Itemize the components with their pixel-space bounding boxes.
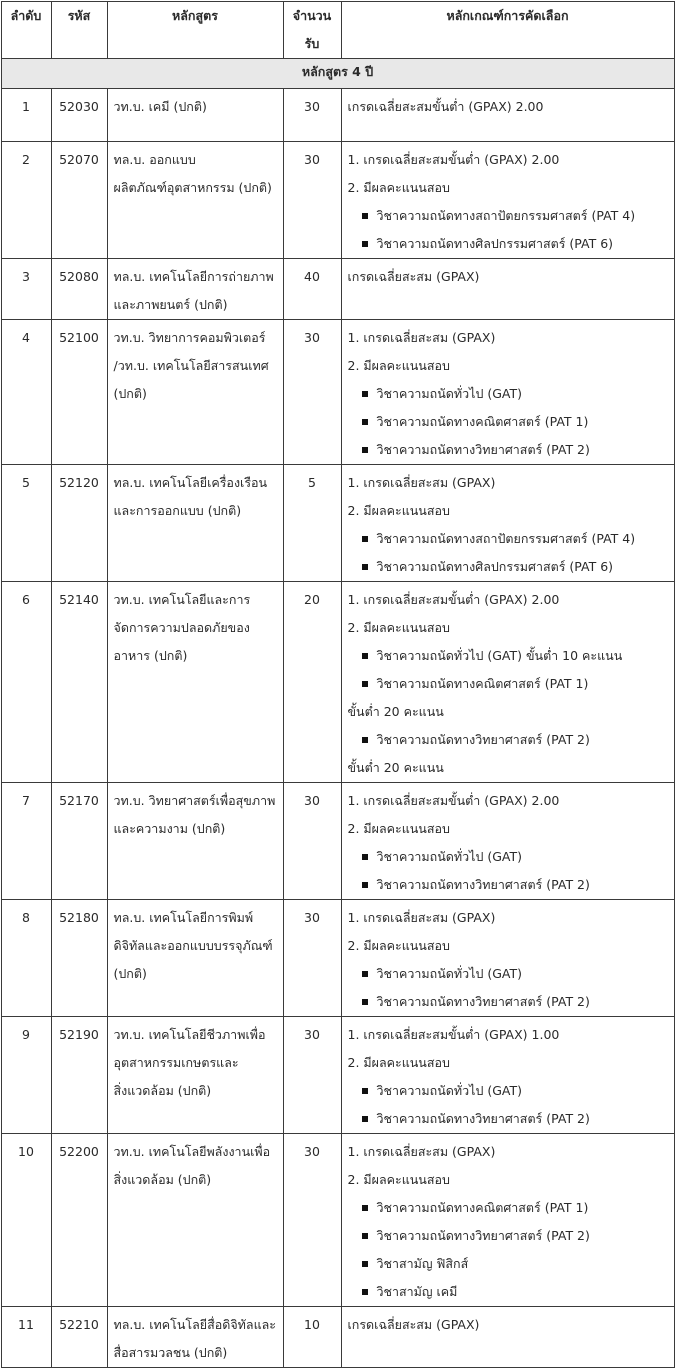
criteria-bullet-item (348, 380, 668, 408)
course-line: ดิจิทัลและออกแบบบรรจุภัณฑ์ (113, 937, 273, 953)
criteria-text: ขั้นต่ำ 20 คะแนน (347, 759, 444, 775)
course-line: สื่อสารมวลชน (ปกติ) (113, 1344, 228, 1360)
square-bullet-icon (362, 1233, 368, 1239)
section-title: หลักสูตร 4 ปี (1, 58, 674, 88)
criteria-line (348, 1138, 668, 1166)
table-header-row (1, 1, 674, 58)
table-row (1, 1016, 674, 1133)
cell-code: 52120 (51, 464, 107, 581)
cell-course (107, 88, 283, 141)
cell-code: 52190 (51, 1016, 107, 1133)
cell-capacity: 20 (283, 581, 341, 782)
cell-course (107, 782, 283, 899)
course-line: สิ่งแวดล้อม (ปกติ) (113, 1082, 212, 1098)
criteria-text: เกรดเฉลี่ยสะสม (GPAX) (347, 268, 480, 284)
course-line: และความงาม (ปกติ) (113, 820, 226, 836)
cell-no: 6 (1, 581, 51, 782)
cell-course (107, 1306, 283, 1367)
cell-capacity: 30 (283, 319, 341, 464)
table-row (1, 782, 674, 899)
criteria-text: วิชาสามัญ เคมี (376, 1283, 458, 1299)
criteria-bullet-item (348, 1077, 668, 1105)
course-line: และการออกแบบ (ปกติ) (113, 502, 242, 518)
cell-no: 1 (1, 88, 51, 141)
cell-course (107, 319, 283, 464)
criteria-line (348, 815, 668, 843)
criteria-line (348, 324, 668, 352)
criteria-line (348, 174, 668, 202)
cell-criteria (341, 1016, 674, 1133)
table-body (1, 58, 674, 1367)
course-line: วท.บ. เทคโนโลยีชีวภาพเพื่อ (113, 1026, 266, 1042)
criteria-bullet-item (348, 1194, 668, 1222)
header-capacity (283, 1, 341, 58)
square-bullet-icon (362, 536, 368, 542)
table-row (1, 1306, 674, 1367)
criteria-line (348, 1311, 668, 1339)
criteria-text: วิชาความถนัดทั่วไป (GAT) (376, 385, 523, 401)
cell-code: 52200 (51, 1133, 107, 1306)
criteria-bullet-item (348, 1105, 668, 1133)
criteria-text: 1. เกรดเฉลี่ยสะสมขั้นต่ำ (GPAX) 2.00 (347, 151, 560, 167)
criteria-line (348, 932, 668, 960)
criteria-line (348, 614, 668, 642)
square-bullet-icon (362, 1261, 368, 1267)
criteria-text: ขั้นต่ำ 20 คะแนน (347, 703, 444, 719)
course-line: ทล.บ. เทคโนโลยีเครื่องเรือน (113, 474, 268, 490)
header-no: ลำดับ (1, 1, 51, 58)
cell-capacity: 30 (283, 141, 341, 258)
cell-criteria (341, 1306, 674, 1367)
cell-criteria (341, 464, 674, 581)
table-row (1, 88, 674, 141)
cell-criteria (341, 782, 674, 899)
course-line: ทล.บ. ออกแบบ (113, 151, 196, 167)
criteria-line (348, 263, 668, 291)
criteria-line (348, 93, 668, 121)
course-line: อุตสาหกรรมเกษตรและ (113, 1054, 239, 1070)
criteria-text: วิชาความถนัดทางคณิตศาสตร์ (PAT 1) (376, 1199, 589, 1215)
header-criteria: หลักเกณฑ์การคัดเลือก (341, 1, 674, 58)
criteria-text: 1. เกรดเฉลี่ยสะสม (GPAX) (347, 909, 496, 925)
criteria-text: 2. มีผลคะแนนสอบ (347, 179, 450, 195)
course-line: วท.บ. วิทยาศาสตร์เพื่อสุขภาพ (113, 792, 276, 808)
criteria-text: วิชาความถนัดทางสถาปัตยกรรมศาสตร์ (PAT 4) (376, 530, 636, 546)
criteria-bullet-item (348, 525, 668, 553)
criteria-bullet-item (348, 553, 668, 581)
course-line: และภาพยนตร์ (ปกติ) (113, 296, 228, 312)
course-line: ทล.บ. เทคโนโลยีสื่อดิจิทัลและ (113, 1316, 276, 1332)
cell-no: 4 (1, 319, 51, 464)
cell-course (107, 1133, 283, 1306)
square-bullet-icon (362, 971, 368, 977)
cell-criteria (341, 319, 674, 464)
cell-capacity: 30 (283, 899, 341, 1016)
criteria-text: เกรดเฉลี่ยสะสมขั้นต่ำ (GPAX) 2.00 (347, 98, 544, 114)
criteria-text: 1. เกรดเฉลี่ยสะสมขั้นต่ำ (GPAX) 2.00 (347, 591, 560, 607)
square-bullet-icon (362, 1088, 368, 1094)
criteria-text: วิชาความถนัดทั่วไป (GAT) (376, 1082, 523, 1098)
criteria-text: 2. มีผลคะแนนสอบ (347, 937, 450, 953)
cell-course (107, 1016, 283, 1133)
square-bullet-icon (362, 1205, 368, 1211)
criteria-text: วิชาความถนัดทางวิทยาศาสตร์ (PAT 2) (376, 731, 590, 747)
course-line: /วท.บ. เทคโนโลยีสารสนเทศ (113, 357, 269, 373)
criteria-text: 1. เกรดเฉลี่ยสะสมขั้นต่ำ (GPAX) 2.00 (347, 792, 560, 808)
criteria-line (348, 1166, 668, 1194)
criteria-text: 2. มีผลคะแนนสอบ (347, 820, 450, 836)
cell-capacity: 30 (283, 88, 341, 141)
course-line: วท.บ. เทคโนโลยีและการ (113, 591, 251, 607)
table-row (1, 258, 674, 319)
cell-course (107, 581, 283, 782)
course-line: สิ่งแวดล้อม (ปกติ) (113, 1171, 212, 1187)
cell-course (107, 258, 283, 319)
square-bullet-icon (362, 737, 368, 743)
cell-criteria (341, 1133, 674, 1306)
criteria-bullet-item (348, 408, 668, 436)
criteria-bullet-item (348, 871, 668, 899)
cell-no: 5 (1, 464, 51, 581)
criteria-bullet-item (348, 726, 668, 754)
criteria-bullet-item (348, 202, 668, 230)
section-row (1, 58, 674, 88)
cell-criteria (341, 581, 674, 782)
course-line: วท.บ. เคมี (ปกติ) (113, 98, 207, 114)
course-line: ทล.บ. เทคโนโลยีการพิมพ์ (113, 909, 254, 925)
criteria-bullet-item (348, 1222, 668, 1250)
criteria-bullet-item (348, 642, 668, 670)
criteria-text: วิชาความถนัดทางวิทยาศาสตร์ (PAT 2) (376, 441, 590, 457)
course-line: (ปกติ) (113, 385, 147, 401)
criteria-bullet-item (348, 230, 668, 258)
cell-capacity: 30 (283, 782, 341, 899)
criteria-line (348, 497, 668, 525)
cell-code: 52210 (51, 1306, 107, 1367)
cell-no: 10 (1, 1133, 51, 1306)
criteria-text: 1. เกรดเฉลี่ยสะสมขั้นต่ำ (GPAX) 1.00 (347, 1026, 560, 1042)
course-line: อาหาร (ปกติ) (113, 647, 188, 663)
cell-criteria (341, 258, 674, 319)
criteria-text: วิชาความถนัดทั่วไป (GAT) (376, 965, 523, 981)
course-line: (ปกติ) (113, 965, 147, 981)
criteria-bullet-item (348, 1250, 668, 1278)
square-bullet-icon (362, 241, 368, 247)
square-bullet-icon (362, 681, 368, 687)
table-row (1, 1133, 674, 1306)
cell-capacity: 10 (283, 1306, 341, 1367)
table-row (1, 581, 674, 782)
criteria-text: วิชาความถนัดทางวิทยาศาสตร์ (PAT 2) (376, 993, 590, 1009)
header-course: หลักสูตร (107, 1, 283, 58)
square-bullet-icon (362, 213, 368, 219)
criteria-text: วิชาสามัญ ฟิสิกส์ (376, 1255, 469, 1271)
square-bullet-icon (362, 1116, 368, 1122)
square-bullet-icon (362, 1289, 368, 1295)
criteria-bullet-item (348, 960, 668, 988)
cell-course (107, 899, 283, 1016)
cell-no: 3 (1, 258, 51, 319)
criteria-text: 2. มีผลคะแนนสอบ (347, 502, 450, 518)
square-bullet-icon (362, 653, 368, 659)
cell-capacity: 30 (283, 1016, 341, 1133)
criteria-text: 2. มีผลคะแนนสอบ (347, 619, 450, 635)
course-line: ทล.บ. เทคโนโลยีการถ่ายภาพ (113, 268, 274, 284)
criteria-text: วิชาความถนัดทางวิทยาศาสตร์ (PAT 2) (376, 876, 590, 892)
criteria-text: 1. เกรดเฉลี่ยสะสม (GPAX) (347, 474, 496, 490)
criteria-text: 2. มีผลคะแนนสอบ (347, 357, 450, 373)
cell-course (107, 141, 283, 258)
cell-no: 7 (1, 782, 51, 899)
square-bullet-icon (362, 564, 368, 570)
course-line: วท.บ. วิทยาการคอมพิวเตอร์ (113, 329, 266, 345)
header-capacity-line1: จำนวน (292, 7, 332, 23)
criteria-line (348, 787, 668, 815)
table-row (1, 319, 674, 464)
criteria-text: 1. เกรดเฉลี่ยสะสม (GPAX) (347, 1143, 496, 1159)
cell-code: 52080 (51, 258, 107, 319)
admission-criteria-table (1, 1, 675, 1368)
cell-criteria (341, 88, 674, 141)
cell-no: 2 (1, 141, 51, 258)
cell-code: 52170 (51, 782, 107, 899)
course-line: จัดการความปลอดภัยของ (113, 619, 250, 635)
criteria-text: วิชาความถนัดทางศิลปกรรมศาสตร์ (PAT 6) (376, 558, 614, 574)
table-row (1, 899, 674, 1016)
cell-code: 52140 (51, 581, 107, 782)
cell-no: 9 (1, 1016, 51, 1133)
cell-course (107, 464, 283, 581)
criteria-line (348, 1021, 668, 1049)
table-row (1, 141, 674, 258)
header-capacity-line2: รับ (304, 35, 320, 51)
cell-no: 11 (1, 1306, 51, 1367)
criteria-bullet-item (348, 988, 668, 1016)
cell-criteria (341, 899, 674, 1016)
cell-no: 8 (1, 899, 51, 1016)
criteria-text: วิชาความถนัดทางคณิตศาสตร์ (PAT 1) (376, 675, 589, 691)
criteria-text: 2. มีผลคะแนนสอบ (347, 1054, 450, 1070)
criteria-text: วิชาความถนัดทั่วไป (GAT) (376, 848, 523, 864)
criteria-line (348, 146, 668, 174)
criteria-text: เกรดเฉลี่ยสะสม (GPAX) (347, 1316, 480, 1332)
square-bullet-icon (362, 882, 368, 888)
criteria-bullet-item (348, 843, 668, 871)
table-row (1, 464, 674, 581)
square-bullet-icon (362, 447, 368, 453)
cell-capacity: 30 (283, 1133, 341, 1306)
criteria-bullet-item (348, 1278, 668, 1306)
square-bullet-icon (362, 854, 368, 860)
criteria-bullet-item (348, 670, 668, 698)
cell-capacity: 5 (283, 464, 341, 581)
cell-capacity: 40 (283, 258, 341, 319)
criteria-text: 1. เกรดเฉลี่ยสะสม (GPAX) (347, 329, 496, 345)
criteria-line (348, 904, 668, 932)
cell-criteria (341, 141, 674, 258)
header-code: รหัส (51, 1, 107, 58)
criteria-line (348, 586, 668, 614)
cell-code: 52030 (51, 88, 107, 141)
criteria-line (348, 469, 668, 497)
criteria-text: วิชาความถนัดทางวิทยาศาสตร์ (PAT 2) (376, 1227, 590, 1243)
criteria-text: วิชาความถนัดทางคณิตศาสตร์ (PAT 1) (376, 413, 589, 429)
criteria-line (348, 754, 668, 782)
course-line: วท.บ. เทคโนโลยีพลังงานเพื่อ (113, 1143, 271, 1159)
cell-code: 52180 (51, 899, 107, 1016)
criteria-text: วิชาความถนัดทางวิทยาศาสตร์ (PAT 2) (376, 1110, 590, 1126)
criteria-line (348, 352, 668, 380)
square-bullet-icon (362, 391, 368, 397)
criteria-line (348, 698, 668, 726)
cell-code: 52070 (51, 141, 107, 258)
criteria-bullet-item (348, 436, 668, 464)
criteria-text: วิชาความถนัดทางศิลปกรรมศาสตร์ (PAT 6) (376, 235, 614, 251)
cell-code: 52100 (51, 319, 107, 464)
criteria-text: 2. มีผลคะแนนสอบ (347, 1171, 450, 1187)
criteria-line (348, 1049, 668, 1077)
square-bullet-icon (362, 419, 368, 425)
square-bullet-icon (362, 999, 368, 1005)
criteria-text: วิชาความถนัดทั่วไป (GAT) ขั้นต่ำ 10 คะแนน (376, 647, 623, 663)
course-line: ผลิตภัณฑ์อุตสาหกรรม (ปกติ) (113, 179, 272, 195)
criteria-text: วิชาความถนัดทางสถาปัตยกรรมศาสตร์ (PAT 4) (376, 207, 636, 223)
